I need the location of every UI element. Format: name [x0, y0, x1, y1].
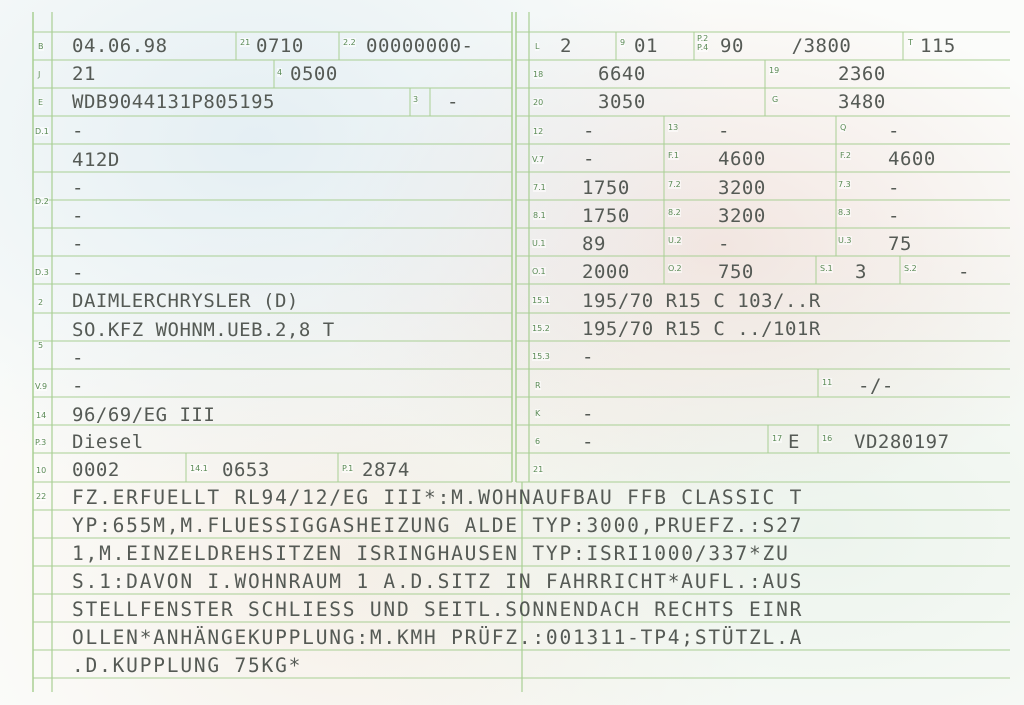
code-13: 13: [668, 123, 679, 132]
value-11: -/-: [858, 375, 894, 397]
value-F1: 4600: [718, 148, 766, 170]
value-12: -: [583, 120, 595, 142]
value-D2-type: 412D: [72, 149, 120, 171]
value-4: 0500: [290, 63, 338, 85]
code-V7: V.7: [532, 155, 545, 164]
code-R: R: [535, 381, 541, 390]
code-S1: S.1: [820, 264, 833, 273]
code-8-2: 8.2: [668, 208, 681, 217]
code-2-1: 21: [240, 38, 251, 47]
value-3: -: [447, 91, 459, 113]
value-O1: 2000: [582, 261, 630, 283]
code-T: T: [908, 38, 913, 47]
value-V7: -: [583, 148, 595, 170]
code-D3: D.3: [35, 268, 49, 277]
value-S2: -: [958, 261, 970, 283]
code-F1: F.1: [668, 151, 679, 160]
code-U2: U.2: [668, 236, 682, 245]
code-P1: P.1: [342, 464, 354, 473]
code-P4: P.4: [697, 43, 709, 52]
code-8-3: 8.3: [838, 208, 851, 217]
value-P2-P4: 90 /3800: [720, 35, 852, 57]
value-D2-c: -: [72, 233, 84, 255]
value-15-1: 195/70 R15 C 103/..R: [582, 290, 821, 312]
value-E: WDB9044131P805195: [72, 91, 275, 113]
remarks-line-5: STELLFENSTER SCHLIESS UND SEITL.SONNENDACH RECHTS EINR: [72, 598, 804, 621]
value-19: 2360: [838, 63, 886, 85]
value-D3: -: [72, 262, 84, 284]
code-K: K: [535, 409, 541, 418]
value-7-3: -: [888, 177, 900, 199]
value-D1: -: [72, 120, 84, 142]
value-20: 3050: [598, 91, 646, 113]
value-8-2: 3200: [718, 205, 766, 227]
code-5: 5: [38, 341, 44, 350]
value-U3: 75: [888, 233, 912, 255]
code-15-2: 15.2: [532, 324, 550, 333]
code-L: L: [535, 42, 540, 51]
code-E: E: [38, 98, 44, 107]
code-9: 9: [620, 38, 626, 47]
code-15-1: 15.1: [532, 296, 550, 305]
value-O2: 750: [718, 261, 754, 283]
remarks-line-2: YP:655M,M.FLUESSIGGASHEIZUNG ALDE TYP:3000,PRUEFZ.:S27: [72, 514, 804, 537]
value-7-2: 3200: [718, 177, 766, 199]
code-18: 18: [533, 70, 544, 79]
value-14-1: 0653: [222, 459, 270, 481]
code-14: 14: [36, 411, 47, 420]
value-7-1: 1750: [582, 177, 630, 199]
code-6: 6: [535, 437, 541, 446]
code-B: B: [38, 42, 44, 51]
value-D2-b: -: [72, 205, 84, 227]
code-F2: F.2: [840, 151, 851, 160]
value-9: 01: [634, 35, 658, 57]
value-8-3: -: [888, 205, 900, 227]
code-7-2: 7.2: [668, 180, 681, 189]
code-P2: P.2: [697, 34, 709, 43]
code-3: 3: [413, 95, 419, 104]
code-O2: O.2: [668, 264, 682, 273]
value-K: -: [582, 403, 594, 425]
code-V9: V.9: [35, 382, 48, 391]
value-V9: -: [72, 375, 84, 397]
code-7-1: 7.1: [533, 183, 546, 192]
remarks-line-3: 1,M.EINZELDREHSITZEN ISRINGHAUSEN TYP:ISRI1000/337*ZU: [72, 542, 790, 565]
code-2: 2: [38, 298, 44, 307]
value-8-1: 1750: [582, 205, 630, 227]
value-U1: 89: [582, 233, 606, 255]
value-15-2: 195/70 R15 C ../101R: [582, 318, 821, 340]
code-16: 16: [822, 434, 833, 443]
code-D2: D.2: [35, 197, 49, 206]
remarks-line-4: S.1:DAVON I.WOHNRAUM 1 A.D.SITZ IN FAHRRICHT*AUFL.:AUS: [72, 570, 804, 593]
code-2-2: 2.2: [343, 38, 356, 47]
value-G: 3480: [838, 91, 886, 113]
value-5-b: -: [72, 347, 84, 369]
code-O1: O.1: [532, 267, 546, 276]
value-2-2: 00000000-: [366, 35, 474, 57]
code-7-3: 7.3: [838, 180, 851, 189]
code-8-1: 8.1: [533, 211, 546, 220]
value-15-3: -: [582, 346, 594, 368]
value-16: VD280197: [854, 431, 950, 453]
code-15-3: 15.3: [532, 352, 550, 361]
code-U1: U.1: [532, 239, 546, 248]
value-J: 21: [72, 63, 96, 85]
value-10: 0002: [72, 459, 120, 481]
code-4: 4: [277, 68, 283, 77]
value-P3: Diesel: [72, 431, 144, 453]
value-P1: 2874: [362, 459, 410, 481]
value-B: 04.06.98: [72, 35, 168, 57]
value-U2: -: [718, 233, 730, 255]
code-12: 12: [533, 127, 544, 136]
value-2-1: 0710: [256, 35, 304, 57]
value-6: -: [582, 431, 594, 453]
value-14: 96/69/EG III: [72, 404, 216, 426]
value-2: DAIMLERCHRYSLER (D): [72, 290, 299, 312]
code-10: 10: [36, 466, 47, 475]
value-S1: 3: [855, 261, 867, 283]
value-F2: 4600: [888, 148, 936, 170]
code-20: 20: [533, 98, 544, 107]
remarks-line-7: .D.KUPPLUNG 75KG*: [72, 654, 303, 677]
code-U3: U.3: [838, 236, 852, 245]
remarks-line-6: OLLEN*ANHÄNGEKUPPLUNG:M.KMH PRÜFZ.:001311-TP4;STÜTZL.A: [72, 626, 804, 649]
value-18: 6640: [598, 63, 646, 85]
value-5-a: SO.KFZ WOHNM.UEB.2,8 T: [72, 319, 335, 341]
code-Q: Q: [840, 123, 847, 132]
code-P3: P.3: [35, 438, 47, 447]
code-17: 17: [772, 434, 783, 443]
code-D1: D.1: [35, 127, 49, 136]
code-S2: S.2: [904, 264, 917, 273]
remarks-line-1: FZ.ERFUELLT RL94/12/EG III*:M.WOHNAUFBAU FFB CLASSIC T: [72, 486, 804, 509]
code-19: 19: [769, 66, 780, 75]
code-22: 22: [36, 492, 47, 501]
code-G: G: [772, 95, 779, 104]
value-Q: -: [888, 120, 900, 142]
value-13: -: [718, 120, 730, 142]
value-T: 115: [920, 35, 956, 57]
value-L: 2: [560, 35, 572, 57]
value-17: E: [788, 431, 800, 453]
code-11: 11: [822, 378, 833, 387]
code-14-1: 14.1: [190, 464, 208, 473]
value-D2-a: -: [72, 177, 84, 199]
code-21: 21: [533, 465, 544, 474]
code-J: J: [38, 70, 41, 79]
